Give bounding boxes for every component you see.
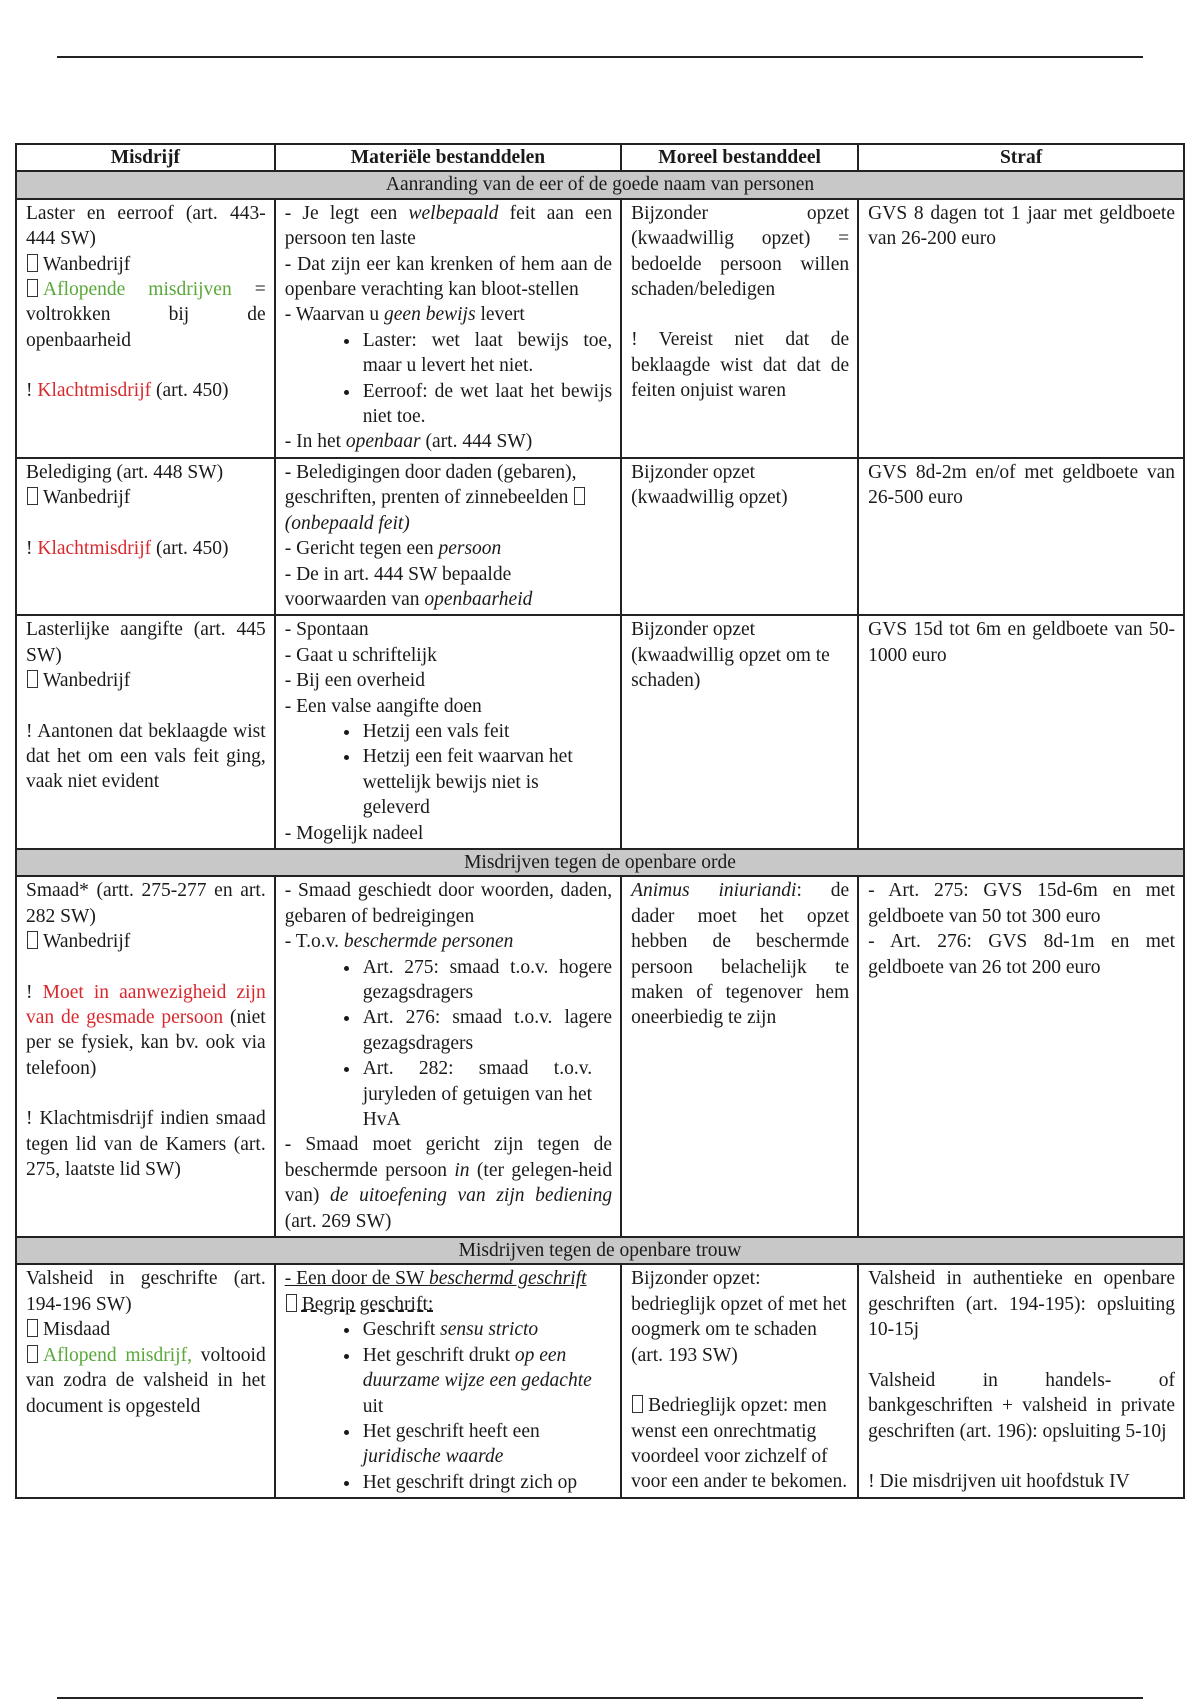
- arrow-icon: [27, 931, 38, 949]
- cell-misdrijf: Lasterlijke aangifte (art. 445 SW) Wanbedrijf ! Aantonen dat beklaagde wist dat het om een vals feit ging, vaak niet evident: [16, 615, 275, 849]
- arrow-icon: [27, 279, 38, 297]
- section-row: [16, 1237, 1184, 1264]
- section-title: Aanranding van de eer of de goede naam van personen: [16, 171, 1184, 198]
- cell-materiele-bestanddelen: - Een door de SW beschermd geschrift Begrip geschrift: • Geschrift sensu stricto • Het geschrift drukt op een duurzame wijze een gedachte uit • Het geschrift heeft een juridische waarde • Het geschrift dringt zich op: [275, 1264, 621, 1498]
- section-row: [16, 849, 1184, 876]
- cell-moreel-bestanddeel: Bijzonder opzet (kwaadwillig opzet) = bedoelde persoon willen schaden/beledigen ! Vereist niet dat de beklaagde wist dat dat de feiten onjuist waren: [621, 199, 858, 458]
- cell-straf: GVS 15d tot 6m en geldboete van 50-1000 euro: [858, 615, 1184, 849]
- cell-moreel-bestanddeel: Bijzonder opzet (kwaadwillig opzet om te schaden): [621, 615, 858, 849]
- section-title: Misdrijven tegen de openbare orde: [16, 849, 1184, 876]
- list-item: • Het geschrift heeft een juridische waarde: [361, 1419, 612, 1470]
- bullet-list: [285, 328, 612, 430]
- section-row: [16, 171, 1184, 198]
- arrow-icon: [27, 1345, 38, 1363]
- list-item: • Art. 282: smaad t.o.v. juryleden of getuigen van het HvA: [361, 1056, 612, 1132]
- arrow-icon: [27, 254, 38, 272]
- header-moreel-bestanddeel: Moreel bestanddeel: [621, 144, 858, 171]
- header-row: [16, 144, 1184, 171]
- arrow-icon: [27, 670, 38, 688]
- arrow-icon: [27, 1319, 38, 1337]
- cell-straf: GVS 8 dagen tot 1 jaar met geldboete van 26-200 euro: [858, 199, 1184, 458]
- list-item: • Eerroof: de wet laat het bewijs niet toe.: [361, 379, 612, 430]
- header-straf: Straf: [858, 144, 1184, 171]
- list-item: • Art. 275: smaad t.o.v. hogere gezagsdragers: [361, 955, 612, 1006]
- section-title: Misdrijven tegen de openbare trouw: [16, 1237, 1184, 1264]
- table-row: [16, 458, 1184, 615]
- list-item: • Het geschrift dringt zich op: [361, 1470, 612, 1495]
- table-row: [16, 615, 1184, 849]
- cell-moreel-bestanddeel: Animus iniuriandi: de dader moet het opzet hebben de beschermde persoon belachelijk te maken of tegenover hem oneerbiedig te zijn: [621, 876, 858, 1237]
- cell-materiele-bestanddelen: - Je legt een welbepaald feit aan een persoon ten laste - Dat zijn eer kan krenken of hem aan de openbare verachting kan bloot-stellen - Waarvan u geen bewijs levert • Laster: wet laat bewijs toe, maar u levert het niet. • Eerroof: de wet laat het bewijs niet toe. - In het openbaar (art. 444 SW): [275, 199, 621, 458]
- cell-materiele-bestanddelen: - Smaad geschiedt door woorden, daden, gebaren of bedreigingen - T.o.v. beschermde personen • Art. 275: smaad t.o.v. hogere gezagsdragers • Art. 276: smaad t.o.v. lagere gezagsdragers • Art. 282: smaad t.o.v. juryleden of getuigen van het HvA - Smaad moet gericht zijn tegen de beschermde persoon in (ter gelegen-heid van) de uitoefening van zijn bediening (art. 269 SW): [275, 876, 621, 1237]
- list-item: • Art. 276: smaad t.o.v. lagere gezagsdragers: [361, 1005, 612, 1056]
- cell-misdrijf: Smaad* (artt. 275-277 en art. 282 SW) Wanbedrijf ! Moet in aanwezigheid zijn van de gesmade persoon (niet per se fysiek, kan bv. ook via telefoon) ! Klachtmisdrijf indien smaad tegen lid van de Kamers (art. 275, laatste lid SW): [16, 876, 275, 1237]
- cell-materiele-bestanddelen: - Spontaan - Gaat u schriftelijk - Bij een overheid - Een valse aangifte doen • Hetzij een vals feit • Hetzij een feit waarvan het wettelijk bewijs niet is geleverd - Mogelijk nadeel: [275, 615, 621, 849]
- cell-materiele-bestanddelen: - Beledigingen door daden (gebaren), geschriften, prenten of zinnebeelden (onbepaald feit) - Gericht tegen een persoon - De in art. 444 SW bepaalde voorwaarden van openbaarheid: [275, 458, 621, 615]
- cell-moreel-bestanddeel: Bijzonder opzet: bedrieglijk opzet of met het oogmerk om te schaden (art. 193 SW) Bedrieglijk opzet: men wenst een onrechtmatig voordeel voor zichzelf of voor een ander te bekomen.: [621, 1264, 858, 1498]
- arrow-icon: [286, 1294, 297, 1312]
- list-item: • Geschrift sensu stricto: [361, 1317, 612, 1342]
- list-item: • Laster: wet laat bewijs toe, maar u levert het niet.: [361, 328, 612, 379]
- cell-misdrijf: Laster en eerroof (art. 443-444 SW) Wanbedrijf Aflopende misdrijven = voltrokken bij de openbaarheid ! Klachtmisdrijf (art. 450): [16, 199, 275, 458]
- cell-straf: - Art. 275: GVS 15d-6m en met geldboete van 50 tot 300 euro - Art. 276: GVS 8d-1m en met geldboete van 26 tot 200 euro: [858, 876, 1184, 1237]
- table-row: [16, 1264, 1184, 1498]
- table-row: [16, 876, 1184, 1237]
- list-item: • Hetzij een feit waarvan het wettelijk bewijs niet is geleverd: [361, 744, 612, 820]
- offences-table: [15, 143, 1185, 1499]
- footer-rule: [57, 1697, 1143, 1699]
- cell-misdrijf: Belediging (art. 448 SW) Wanbedrijf ! Klachtmisdrijf (art. 450): [16, 458, 275, 615]
- arrow-icon: [632, 1395, 643, 1413]
- cell-misdrijf: Valsheid in geschrifte (art. 194-196 SW) Misdaad Aflopend misdrijf, voltooid van zodra de valsheid in het document is opgesteld: [16, 1264, 275, 1498]
- bullet-list: [285, 719, 612, 821]
- bullet-list: [285, 1317, 612, 1495]
- header-materiele-bestanddelen: Materiële bestanddelen: [275, 144, 621, 171]
- arrow-icon: [27, 487, 38, 505]
- arrow-icon: [574, 487, 585, 505]
- bullet-list: [285, 955, 612, 1133]
- list-item: • Hetzij een vals feit: [361, 719, 612, 744]
- list-item: • Het geschrift drukt op een duurzame wijze een gedachte uit: [361, 1343, 612, 1419]
- header-misdrijf: Misdrijf: [16, 144, 275, 171]
- cell-straf: GVS 8d-2m en/of met geldboete van 26-500 euro: [858, 458, 1184, 615]
- cell-straf: Valsheid in authentieke en openbare geschriften (art. 194-195): opsluiting 10-15j Valsheid in handels- of bankgeschriften + valsheid in private geschriften (art. 196): opsluiting 5-10j ! Die misdrijven uit hoofdstuk IV: [858, 1264, 1184, 1498]
- header-rule: [57, 56, 1143, 58]
- cell-moreel-bestanddeel: Bijzonder opzet (kwaadwillig opzet): [621, 458, 858, 615]
- table-row: [16, 199, 1184, 458]
